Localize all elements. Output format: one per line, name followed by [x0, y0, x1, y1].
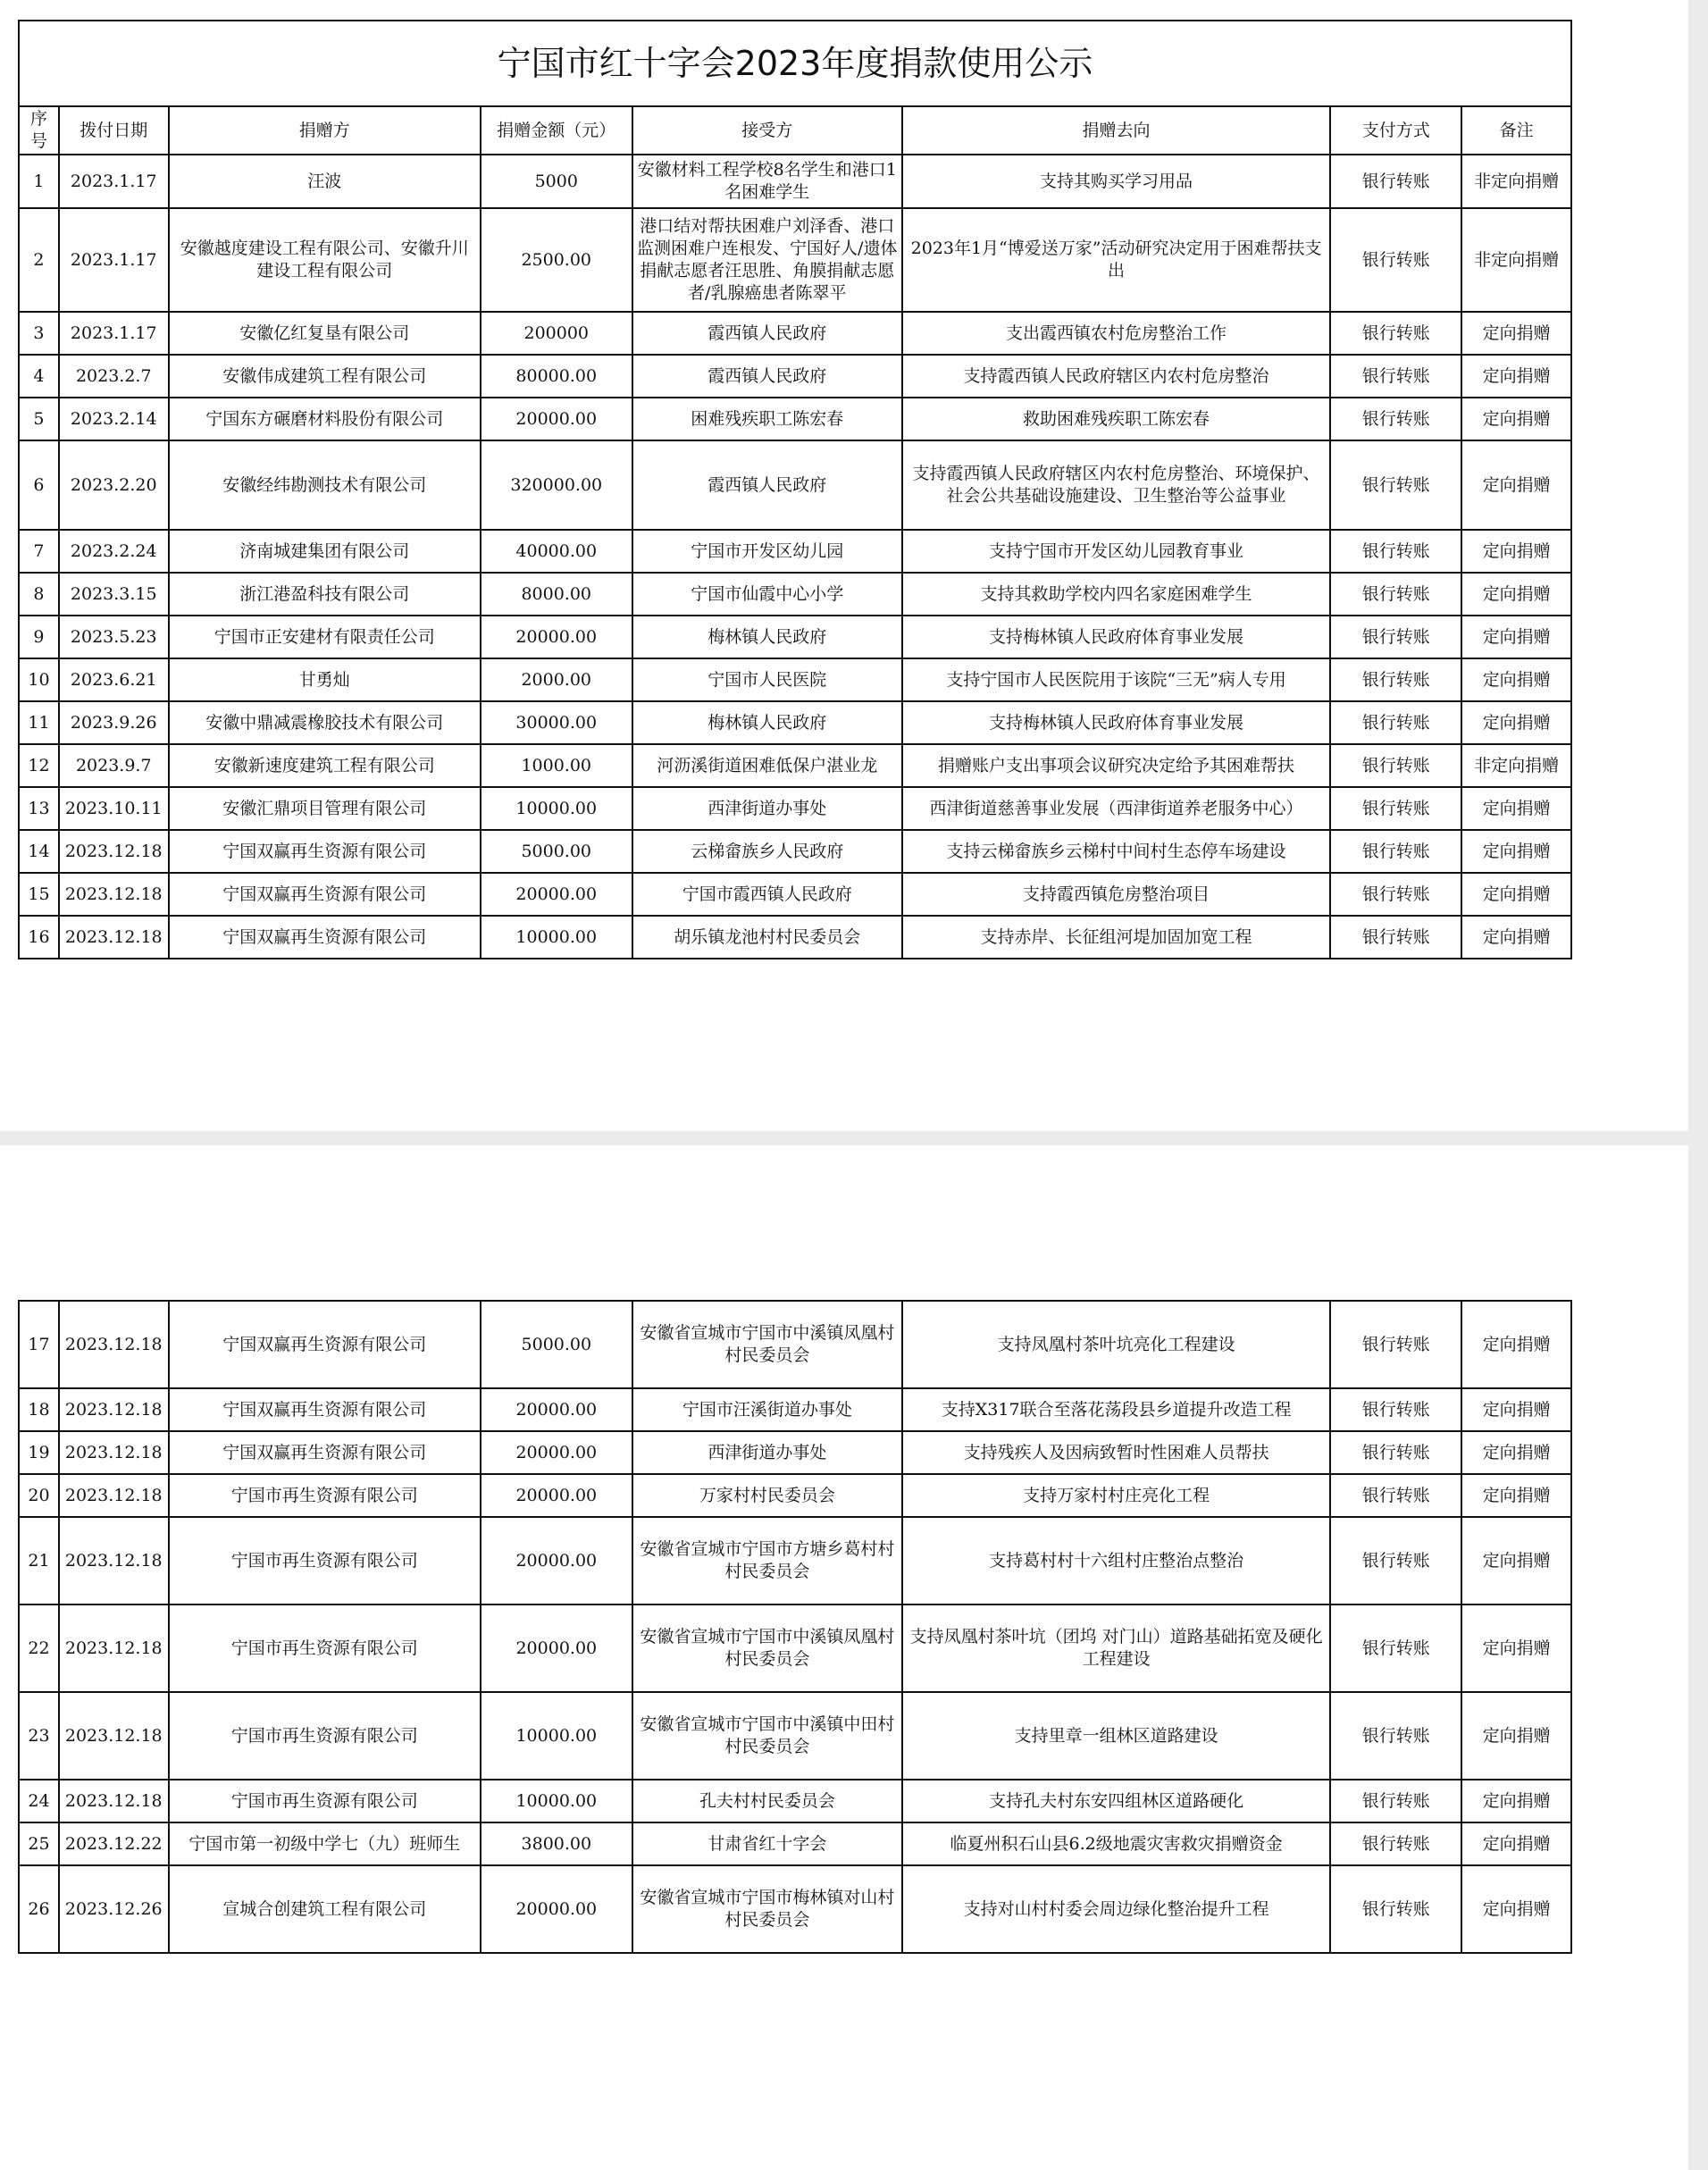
row-payment: 银行转账 [1330, 1692, 1461, 1780]
row-note: 定向捐赠 [1461, 658, 1571, 701]
row-amount: 20000.00 [481, 616, 632, 658]
row-seq: 21 [19, 1517, 59, 1604]
row-purpose: 支持其购买学习用品 [902, 155, 1330, 208]
table-row [19, 1692, 1571, 1780]
row-date: 2023.12.18 [59, 873, 169, 916]
row-amount: 10000.00 [481, 1692, 632, 1780]
row-date: 2023.1.17 [59, 208, 169, 312]
row-amount: 20000.00 [481, 1474, 632, 1517]
row-purpose: 支持凤凰村茶叶坑亮化工程建设 [902, 1301, 1330, 1388]
row-payment: 银行转账 [1330, 1604, 1461, 1692]
row-date: 2023.12.18 [59, 1692, 169, 1780]
row-seq: 11 [19, 701, 59, 744]
column-header-seq: 序号 [19, 106, 59, 155]
table-row [19, 744, 1571, 787]
row-note: 定向捐赠 [1461, 1822, 1571, 1865]
row-note: 定向捐赠 [1461, 916, 1571, 959]
row-recipient: 云梯畲族乡人民政府 [632, 830, 902, 873]
row-purpose: 支出霞西镇农村危房整治工作 [902, 312, 1330, 355]
row-purpose: 支持孔夫村东安四组林区道路硬化 [902, 1780, 1330, 1822]
row-seq: 15 [19, 873, 59, 916]
row-donor: 安徽伟成建筑工程有限公司 [169, 355, 481, 398]
table-row [19, 830, 1571, 873]
page-separator [0, 1131, 1708, 1145]
row-payment: 银行转账 [1330, 1388, 1461, 1431]
row-note: 定向捐赠 [1461, 398, 1571, 440]
row-donor: 宣城合创建筑工程有限公司 [169, 1865, 481, 1953]
column-header-payment: 支付方式 [1330, 106, 1461, 155]
table-row [19, 440, 1571, 530]
row-payment: 银行转账 [1330, 398, 1461, 440]
table-row [19, 398, 1571, 440]
row-donor: 宁国东方碾磨材料股份有限公司 [169, 398, 481, 440]
row-recipient: 霞西镇人民政府 [632, 312, 902, 355]
row-recipient: 安徽省宣城市宁国市中溪镇凤凰村村民委员会 [632, 1604, 902, 1692]
table-body-page-1 [19, 155, 1571, 959]
row-amount: 20000.00 [481, 1431, 632, 1474]
table-row [19, 658, 1571, 701]
row-amount: 2000.00 [481, 658, 632, 701]
row-purpose: 支持其救助学校内四名家庭困难学生 [902, 573, 1330, 616]
donation-table-page-1 [18, 20, 1572, 959]
row-recipient: 安徽省宣城市宁国市中溪镇凤凰村村民委员会 [632, 1301, 902, 1388]
row-donor: 安徽新速度建筑工程有限公司 [169, 744, 481, 787]
row-amount: 5000.00 [481, 830, 632, 873]
row-recipient: 孔夫村村民委员会 [632, 1780, 902, 1822]
row-amount: 10000.00 [481, 916, 632, 959]
row-date: 2023.2.7 [59, 355, 169, 398]
row-donor: 宁国双赢再生资源有限公司 [169, 1301, 481, 1388]
row-purpose: 支持梅林镇人民政府体育事业发展 [902, 616, 1330, 658]
column-header-date: 拨付日期 [59, 106, 169, 155]
row-recipient: 梅林镇人民政府 [632, 701, 902, 744]
row-payment: 银行转账 [1330, 1780, 1461, 1822]
table-row [19, 573, 1571, 616]
row-amount: 2500.00 [481, 208, 632, 312]
row-donor: 宁国双赢再生资源有限公司 [169, 916, 481, 959]
row-note: 定向捐赠 [1461, 787, 1571, 830]
row-payment: 银行转账 [1330, 1517, 1461, 1604]
row-amount: 10000.00 [481, 1780, 632, 1822]
row-seq: 23 [19, 1692, 59, 1780]
row-amount: 5000.00 [481, 1301, 632, 1388]
row-date: 2023.2.24 [59, 530, 169, 573]
row-note: 定向捐赠 [1461, 1517, 1571, 1604]
row-recipient: 安徽省宣城市宁国市中溪镇中田村村民委员会 [632, 1692, 902, 1780]
row-date: 2023.9.7 [59, 744, 169, 787]
row-seq: 5 [19, 398, 59, 440]
row-date: 2023.12.18 [59, 1780, 169, 1822]
table-row [19, 208, 1571, 312]
row-amount: 10000.00 [481, 787, 632, 830]
row-date: 2023.12.18 [59, 830, 169, 873]
row-date: 2023.12.18 [59, 1431, 169, 1474]
row-payment: 银行转账 [1330, 701, 1461, 744]
column-header-purpose: 捐赠去向 [902, 106, 1330, 155]
row-donor: 宁国双赢再生资源有限公司 [169, 830, 481, 873]
row-amount: 20000.00 [481, 1388, 632, 1431]
row-recipient: 宁国市汪溪街道办事处 [632, 1388, 902, 1431]
table-row [19, 1822, 1571, 1865]
row-note: 定向捐赠 [1461, 355, 1571, 398]
row-seq: 7 [19, 530, 59, 573]
row-date: 2023.12.18 [59, 916, 169, 959]
table-body-page-2 [19, 1301, 1571, 1953]
row-seq: 9 [19, 616, 59, 658]
row-seq: 19 [19, 1431, 59, 1474]
donation-table-page-2 [18, 1300, 1572, 1954]
table-row [19, 355, 1571, 398]
row-purpose: 支持葛村村十六组村庄整治点整治 [902, 1517, 1330, 1604]
row-seq: 13 [19, 787, 59, 830]
row-amount: 3800.00 [481, 1822, 632, 1865]
row-payment: 银行转账 [1330, 1865, 1461, 1953]
row-date: 2023.12.18 [59, 1474, 169, 1517]
column-header-amount: 捐赠金额（元） [481, 106, 632, 155]
table-row [19, 1865, 1571, 1953]
row-payment: 银行转账 [1330, 155, 1461, 208]
table-row [19, 1301, 1571, 1388]
row-note: 非定向捐赠 [1461, 744, 1571, 787]
row-amount: 20000.00 [481, 1517, 632, 1604]
row-purpose: 支持宁国市人民医院用于该院“三无”病人专用 [902, 658, 1330, 701]
row-note: 定向捐赠 [1461, 830, 1571, 873]
row-payment: 银行转账 [1330, 573, 1461, 616]
row-note: 定向捐赠 [1461, 440, 1571, 530]
row-purpose: 支持凤凰村茶叶坑（团坞 对门山）道路基础拓宽及硬化工程建设 [902, 1604, 1330, 1692]
row-date: 2023.2.20 [59, 440, 169, 530]
row-payment: 银行转账 [1330, 530, 1461, 573]
row-date: 2023.12.26 [59, 1865, 169, 1953]
row-note: 定向捐赠 [1461, 1865, 1571, 1953]
table-row [19, 916, 1571, 959]
row-donor: 宁国双赢再生资源有限公司 [169, 1388, 481, 1431]
row-purpose: 支持霞西镇人民政府辖区内农村危房整治、环境保护、社会公共基础设施建设、卫生整治等公益事业 [902, 440, 1330, 530]
row-donor: 安徽汇鼎项目管理有限公司 [169, 787, 481, 830]
row-recipient: 西津街道办事处 [632, 787, 902, 830]
row-seq: 25 [19, 1822, 59, 1865]
row-recipient: 梅林镇人民政府 [632, 616, 902, 658]
row-amount: 20000.00 [481, 398, 632, 440]
row-payment: 银行转账 [1330, 1301, 1461, 1388]
row-amount: 1000.00 [481, 744, 632, 787]
row-purpose: 支持霞西镇危房整治项目 [902, 873, 1330, 916]
row-recipient: 甘肃省红十字会 [632, 1822, 902, 1865]
row-recipient: 西津街道办事处 [632, 1431, 902, 1474]
table-row [19, 1431, 1571, 1474]
column-header-note: 备注 [1461, 106, 1571, 155]
row-donor: 安徽经纬勘测技术有限公司 [169, 440, 481, 530]
row-purpose: 支持霞西镇人民政府辖区内农村危房整治 [902, 355, 1330, 398]
row-amount: 20000.00 [481, 1865, 632, 1953]
row-donor: 安徽中鼎减震橡胶技术有限公司 [169, 701, 481, 744]
row-payment: 银行转账 [1330, 616, 1461, 658]
row-purpose: 支持残疾人及因病致暂时性困难人员帮扶 [902, 1431, 1330, 1474]
row-payment: 银行转账 [1330, 355, 1461, 398]
row-note: 定向捐赠 [1461, 1692, 1571, 1780]
row-recipient: 宁国市人民医院 [632, 658, 902, 701]
row-donor: 浙江港盈科技有限公司 [169, 573, 481, 616]
row-purpose: 支持X317联合至落花荡段县乡道提升改造工程 [902, 1388, 1330, 1431]
table-row [19, 530, 1571, 573]
table-row [19, 155, 1571, 208]
row-donor: 宁国市正安建材有限责任公司 [169, 616, 481, 658]
row-donor: 安徽越度建设工程有限公司、安徽升川建设工程有限公司 [169, 208, 481, 312]
row-note: 定向捐赠 [1461, 530, 1571, 573]
row-date: 2023.12.18 [59, 1604, 169, 1692]
row-purpose: 支持万家村村庄亮化工程 [902, 1474, 1330, 1517]
row-payment: 银行转账 [1330, 208, 1461, 312]
row-date: 2023.1.17 [59, 312, 169, 355]
row-payment: 银行转账 [1330, 830, 1461, 873]
row-recipient: 河沥溪街道困难低保户湛业龙 [632, 744, 902, 787]
row-payment: 银行转账 [1330, 312, 1461, 355]
table-row [19, 312, 1571, 355]
viewer-edge [1688, 0, 1708, 2170]
row-note: 定向捐赠 [1461, 873, 1571, 916]
row-recipient: 港口结对帮扶困难户刘泽香、港口监测困难户连根发、宁国好人/遗体捐献志愿者汪思胜、角膜捐献志愿者/乳腺癌患者陈翠平 [632, 208, 902, 312]
row-amount: 20000.00 [481, 1604, 632, 1692]
row-date: 2023.12.18 [59, 1517, 169, 1604]
row-date: 2023.12.22 [59, 1822, 169, 1865]
row-note: 非定向捐赠 [1461, 208, 1571, 312]
row-seq: 4 [19, 355, 59, 398]
row-seq: 26 [19, 1865, 59, 1953]
table-row [19, 1517, 1571, 1604]
row-donor: 宁国双赢再生资源有限公司 [169, 1431, 481, 1474]
row-seq: 22 [19, 1604, 59, 1692]
row-date: 2023.9.26 [59, 701, 169, 744]
row-seq: 12 [19, 744, 59, 787]
row-purpose: 救助困难残疾职工陈宏春 [902, 398, 1330, 440]
row-recipient: 宁国市霞西镇人民政府 [632, 873, 902, 916]
row-note: 定向捐赠 [1461, 1780, 1571, 1822]
row-seq: 2 [19, 208, 59, 312]
row-purpose: 临夏州积石山县6.2级地震灾害救灾捐赠资金 [902, 1822, 1330, 1865]
row-recipient: 霞西镇人民政府 [632, 440, 902, 530]
row-payment: 银行转账 [1330, 1474, 1461, 1517]
row-note: 定向捐赠 [1461, 616, 1571, 658]
row-seq: 6 [19, 440, 59, 530]
row-recipient: 霞西镇人民政府 [632, 355, 902, 398]
row-date: 2023.10.11 [59, 787, 169, 830]
row-payment: 银行转账 [1330, 787, 1461, 830]
row-note: 定向捐赠 [1461, 1301, 1571, 1388]
row-donor: 甘勇灿 [169, 658, 481, 701]
document-title: 宁国市红十字会2023年度捐款使用公示 [19, 21, 1571, 106]
table-header-row [19, 106, 1571, 155]
table-row [19, 1780, 1571, 1822]
row-recipient: 安徽省宣城市宁国市梅林镇对山村村民委员会 [632, 1865, 902, 1953]
row-donor: 宁国市再生资源有限公司 [169, 1474, 481, 1517]
row-purpose: 支持梅林镇人民政府体育事业发展 [902, 701, 1330, 744]
row-seq: 8 [19, 573, 59, 616]
table-row [19, 873, 1571, 916]
row-purpose: 支持对山村村委会周边绿化整治提升工程 [902, 1865, 1330, 1953]
row-payment: 银行转账 [1330, 916, 1461, 959]
row-purpose: 支持赤岸、长征组河堤加固加宽工程 [902, 916, 1330, 959]
row-payment: 银行转账 [1330, 1822, 1461, 1865]
row-seq: 18 [19, 1388, 59, 1431]
row-donor: 宁国市再生资源有限公司 [169, 1780, 481, 1822]
row-recipient: 困难残疾职工陈宏春 [632, 398, 902, 440]
row-date: 2023.5.23 [59, 616, 169, 658]
row-date: 2023.2.14 [59, 398, 169, 440]
row-donor: 宁国市再生资源有限公司 [169, 1517, 481, 1604]
row-seq: 3 [19, 312, 59, 355]
row-seq: 1 [19, 155, 59, 208]
row-note: 定向捐赠 [1461, 1431, 1571, 1474]
row-note: 定向捐赠 [1461, 1474, 1571, 1517]
row-amount: 40000.00 [481, 530, 632, 573]
row-seq: 24 [19, 1780, 59, 1822]
table-row [19, 701, 1571, 744]
row-seq: 10 [19, 658, 59, 701]
row-donor: 宁国市再生资源有限公司 [169, 1692, 481, 1780]
row-date: 2023.12.18 [59, 1388, 169, 1431]
table-row [19, 787, 1571, 830]
row-note: 定向捐赠 [1461, 1388, 1571, 1431]
row-amount: 5000 [481, 155, 632, 208]
row-note: 非定向捐赠 [1461, 155, 1571, 208]
row-amount: 8000.00 [481, 573, 632, 616]
row-purpose: 2023年1月“博爱送万家”活动研究决定用于困难帮扶支出 [902, 208, 1330, 312]
table-row [19, 1388, 1571, 1431]
row-recipient: 胡乐镇龙池村村民委员会 [632, 916, 902, 959]
row-note: 定向捐赠 [1461, 312, 1571, 355]
row-note: 定向捐赠 [1461, 573, 1571, 616]
row-seq: 20 [19, 1474, 59, 1517]
row-seq: 14 [19, 830, 59, 873]
row-recipient: 宁国市仙霞中心小学 [632, 573, 902, 616]
row-amount: 20000.00 [481, 873, 632, 916]
row-amount: 80000.00 [481, 355, 632, 398]
row-payment: 银行转账 [1330, 873, 1461, 916]
row-purpose: 捐赠账户支出事项会议研究决定给予其困难帮扶 [902, 744, 1330, 787]
row-recipient: 万家村村民委员会 [632, 1474, 902, 1517]
row-purpose: 支持宁国市开发区幼儿园教育事业 [902, 530, 1330, 573]
row-purpose: 支持里章一组林区道路建设 [902, 1692, 1330, 1780]
row-payment: 银行转账 [1330, 658, 1461, 701]
row-donor: 汪波 [169, 155, 481, 208]
row-purpose: 西津街道慈善事业发展（西津街道养老服务中心） [902, 787, 1330, 830]
row-recipient: 宁国市开发区幼儿园 [632, 530, 902, 573]
row-donor: 宁国市再生资源有限公司 [169, 1604, 481, 1692]
row-donor: 安徽亿红复垦有限公司 [169, 312, 481, 355]
row-payment: 银行转账 [1330, 1431, 1461, 1474]
row-note: 定向捐赠 [1461, 1604, 1571, 1692]
table-row [19, 1474, 1571, 1517]
column-header-recipient: 接受方 [632, 106, 902, 155]
row-recipient: 安徽材料工程学校8名学生和港口1名困难学生 [632, 155, 902, 208]
row-amount: 320000.00 [481, 440, 632, 530]
row-donor: 宁国市第一初级中学七（九）班师生 [169, 1822, 481, 1865]
row-date: 2023.1.17 [59, 155, 169, 208]
row-payment: 银行转账 [1330, 440, 1461, 530]
column-header-donor: 捐赠方 [169, 106, 481, 155]
row-amount: 30000.00 [481, 701, 632, 744]
row-payment: 银行转账 [1330, 744, 1461, 787]
row-donor: 宁国双赢再生资源有限公司 [169, 873, 481, 916]
table-row [19, 616, 1571, 658]
row-date: 2023.3.15 [59, 573, 169, 616]
row-recipient: 安徽省宣城市宁国市方塘乡葛村村村民委员会 [632, 1517, 902, 1604]
row-date: 2023.12.18 [59, 1301, 169, 1388]
row-purpose: 支持云梯畲族乡云梯村中间村生态停车场建设 [902, 830, 1330, 873]
row-donor: 济南城建集团有限公司 [169, 530, 481, 573]
table-row [19, 1604, 1571, 1692]
row-seq: 16 [19, 916, 59, 959]
row-amount: 200000 [481, 312, 632, 355]
row-note: 定向捐赠 [1461, 701, 1571, 744]
row-date: 2023.6.21 [59, 658, 169, 701]
row-seq: 17 [19, 1301, 59, 1388]
